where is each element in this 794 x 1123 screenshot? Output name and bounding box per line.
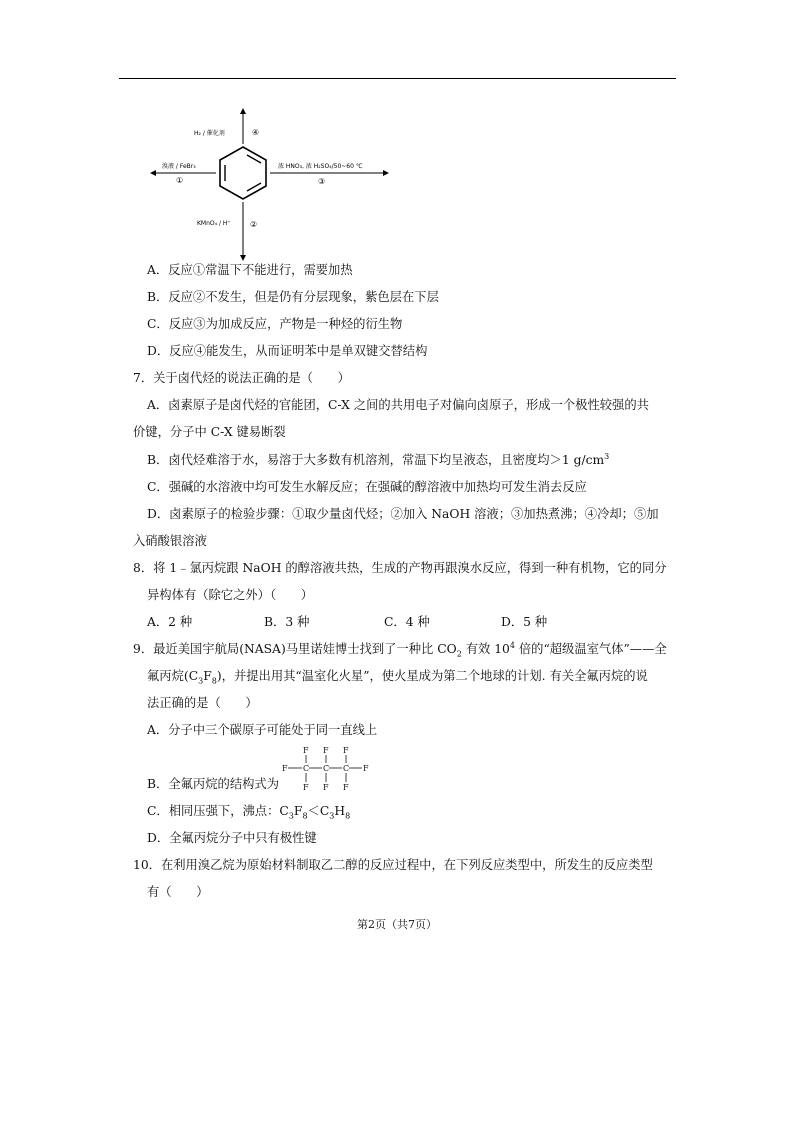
atom-f: F [282, 764, 288, 773]
q6-option-c: C．反应③为加成反应，产物是一种烃的衍生物 [147, 317, 403, 331]
left-reagent: 溴液 / FeBr₃ [162, 163, 196, 170]
q9-option-d: D．全氟丙烷分子中只有极性键 [147, 831, 317, 845]
q7-stem: 7．关于卤代烃的说法正确的是（ ） [133, 371, 350, 385]
q7-option-d-line1: D．卤素原子的检验步骤：①取少量卤代烃；②加入 NaOH 溶液；③加热煮沸；④冷却；⑤加 [147, 507, 659, 521]
atom-f: F [343, 746, 349, 755]
atom-c: C [323, 764, 330, 773]
q9-c-text: H [334, 804, 346, 818]
page-footer: 第2页（共7页） [357, 918, 437, 931]
q9-stem-text: F [203, 669, 212, 683]
q9-option-c [147, 803, 350, 819]
q8-option-d: D．5 种 [501, 615, 548, 629]
q8-option-c: C．4 种 [384, 615, 430, 629]
q9-sub: 2 [456, 649, 462, 659]
benzene-reaction-diagram [150, 108, 390, 263]
q9-sub: 8 [302, 811, 308, 821]
header-rule [119, 78, 676, 79]
top-number: ④ [252, 128, 260, 137]
q7-option-b-text: B．卤代烃难溶于水，易溶于大多数有机溶剂，常温下均呈液态，且密度均＞1 g/cm [147, 453, 605, 467]
right-reagent: 浓 HNO₃, 浓 H₂SO₄/50~60 ℃ [278, 163, 363, 170]
q9-sub: 8 [211, 676, 217, 686]
q8-option-b: B．3 种 [264, 615, 310, 629]
arrow-right-head [383, 170, 389, 176]
q6-option-b: B．反应②不发生，但是仍有分层现象，紫色层在下层 [147, 290, 439, 304]
atom-f: F [343, 783, 349, 792]
arrow-left-head [150, 170, 156, 176]
q9-stem-text: 有效 10 [461, 642, 510, 656]
atom-f: F [363, 764, 369, 773]
q9-sub: 8 [345, 811, 351, 821]
q9-stem-text: 倍的“超级温室气体”——全 [514, 642, 667, 656]
q9-stem-text: 氟丙烷(C [147, 669, 199, 683]
bottom-number: ② [250, 220, 258, 229]
atom-f: F [303, 783, 309, 792]
q7-option-c: C．强碱的水溶液中均可发生水解反应；在强碱的醇溶液中加热均可发生消去反应 [147, 480, 587, 494]
arrow-down-head [240, 255, 246, 261]
q9-stem-text: 9．最近美国宇航局(NASA)马里诺娃博士找到了一种比 CO [133, 642, 457, 656]
arrow-up-head [240, 108, 246, 114]
perfluoropropane-structure [282, 745, 372, 795]
q7-option-a-line2: 价键，分子中 C-X 键易断裂 [133, 425, 286, 439]
atom-f: F [323, 746, 329, 755]
q9-c-text: F [293, 804, 303, 818]
benzene-diagram-svg [150, 108, 390, 263]
atom-f: F [323, 783, 329, 792]
atom-f: F [303, 746, 309, 755]
q6-option-d: D．反应④能发生，从而证明苯中是单双键交替结构 [147, 344, 428, 358]
q8-stem-line1: 8．将 1﹣氯丙烷跟 NaOH 的醇溶液共热，生成的产物再跟溴水反应，得到一种有机物，它的同分 [133, 561, 667, 575]
right-number: ③ [318, 177, 326, 186]
q10-stem-line2: 有（ ） [147, 885, 209, 899]
q8-stem-line2: 异构体有（除它之外）（ ） [147, 588, 314, 602]
bottom-reagent: KMnO₄ / H⁺ [197, 220, 231, 227]
q8-option-a: A．2 种 [147, 615, 193, 629]
q7-option-b [147, 452, 609, 468]
q10-stem-line1: 10．在利用溴乙烷为原始材料制取乙二醇的反应过程中，在下列反应类型中，所发生的反应类型 [133, 858, 653, 872]
q9-option-a: A．分子中三个碳原子可能处于同一直线上 [147, 723, 378, 737]
structure-svg [282, 745, 372, 795]
benzene-ring [220, 147, 266, 199]
q9-sup: 4 [509, 640, 515, 650]
atom-c: C [343, 764, 350, 773]
q9-stem-line2 [147, 668, 648, 684]
q9-c-text: C．相同压强下，沸点：C [147, 804, 289, 818]
left-number: ① [176, 176, 184, 185]
q9-sub: 3 [198, 676, 204, 686]
q9-c-text: ＜C [307, 804, 330, 818]
q7-option-a-line1: A．卤素原子是卤代烃的官能团，C-X 之间的共用电子对偏向卤原子，形成一个极性较强的共 [147, 398, 649, 412]
q6-option-a: A．反应①常温下不能进行，需要加热 [147, 263, 353, 277]
q9-option-b: B．全氟丙烷的结构式为 [147, 777, 280, 791]
q9-stem-text: )，并提出用其“温室化火星”，使火星成为第二个地球的计划. 有关全氟丙烷的说 [216, 669, 648, 683]
top-reagent: H₂ / 催化剂 [194, 130, 225, 137]
q9-sub: 3 [288, 811, 294, 821]
q7-option-b-sup: 3 [604, 451, 610, 461]
q9-stem-line3: 法正确的是（ ） [147, 696, 258, 710]
q9-sub: 3 [329, 811, 335, 821]
atom-c: C [303, 764, 310, 773]
q9-stem-line1 [133, 641, 667, 657]
q7-option-d-line2: 入硝酸银溶液 [133, 534, 207, 548]
